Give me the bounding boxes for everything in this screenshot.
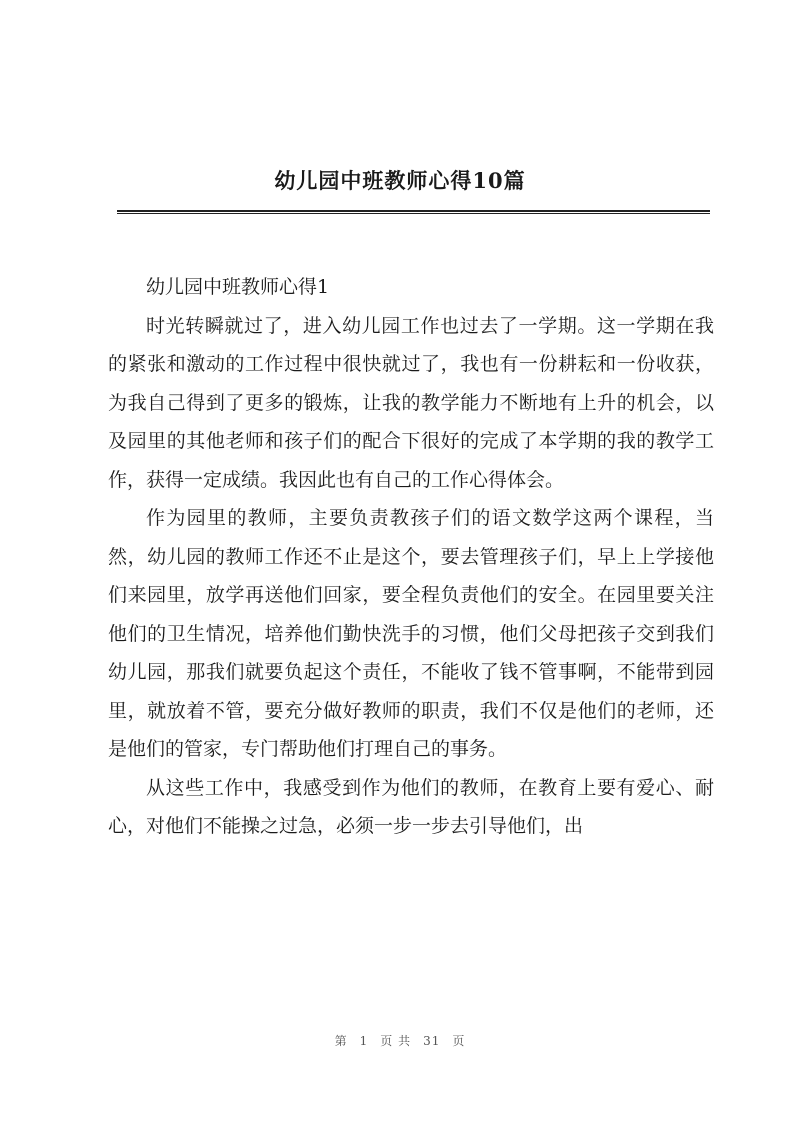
page-total: 31	[423, 1034, 441, 1048]
title-divider	[117, 210, 710, 214]
page-footer	[0, 1032, 800, 1049]
paragraph-3: 从这些工作中，我感受到作为他们的教师，在教育上要有爱心、耐心，对他们不能操之过急，必须一步一步去引导他们，出	[108, 776, 714, 837]
footer-suffix: 页	[452, 1034, 466, 1048]
document-body	[108, 268, 714, 846]
section-heading: 幼儿园中班教师心得1	[146, 276, 330, 298]
paragraph-2: 作为园里的教师，主要负责教孩子们的语文数学这两个课程，当然，幼儿园的教师工作还不止是这个，要去管理孩子们，早上上学接他们来园里，放学再送他们回家，要全程负责他们的安全。在园里要关注他们的卫生情况，培养他们勤快洗手的习惯，他们父母把孩子交到我们幼儿园，那我们就要负起这个责任，不能收了钱不管事啊，不能带到园里，就放着不管，要充分做好教师的职责，我们不仅是他们的老师，还是他们的管家，专门帮助他们打理自己的事务。	[108, 507, 714, 760]
paragraph-1: 时光转瞬就过了，进入幼儿园工作也过去了一学期。这一学期在我的紧张和激动的工作过程中很快就过了，我也有一份耕耘和一份收获，为我自己得到了更多的锻炼，让我的教学能力不断地有上升的机会，以及园里的其他老师和孩子们的配合下很好的完成了本学期的我的教学工作，获得一定成绩。我因此也有自己的工作心得体会。	[108, 314, 714, 491]
page-number: 1	[359, 1034, 369, 1048]
document-title: 幼儿园中班教师心得10篇	[274, 168, 526, 193]
footer-prefix: 第	[334, 1034, 348, 1048]
footer-middle: 页 共	[380, 1034, 412, 1048]
